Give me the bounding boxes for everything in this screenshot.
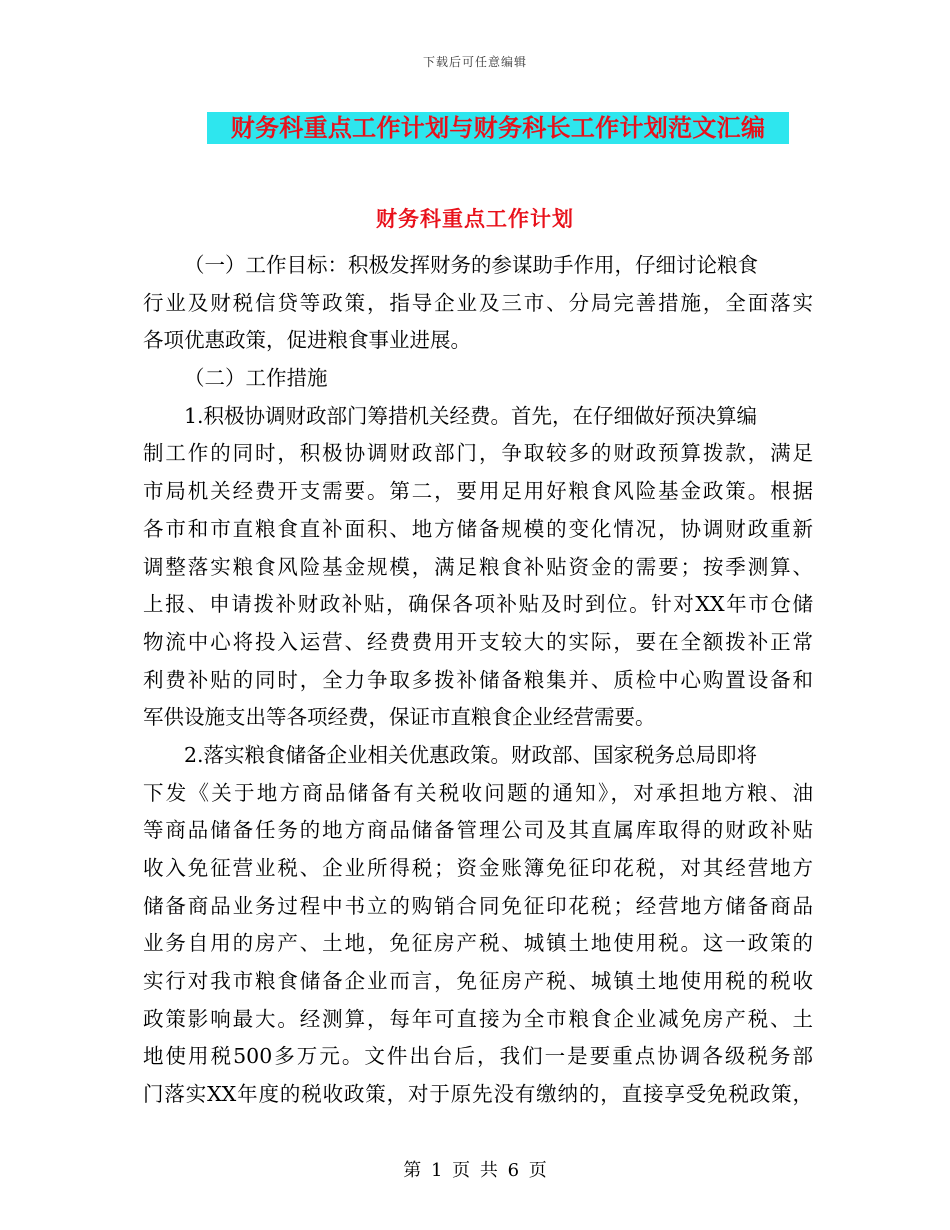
paragraph-line: 实行对我市粮食储备企业而言，免征房产税、城镇土地使用税的税收 (143, 969, 813, 994)
paragraph-line: 收入免征营业税、企业所得税；资金账簿免征印花税，对其经营地方 (143, 856, 813, 880)
paragraph-line: 行业及财税信贷等政策，指导企业及三市、分局完善措施，全面落实 (143, 290, 813, 315)
header-note: 下载后可任意编辑 (422, 55, 527, 69)
paragraph-line: 军供设施支出等各项经费，保证市直粮食企业经营需要。 (143, 705, 656, 730)
paragraph-line: 各项优惠政策，促进粮食事业进展。 (143, 328, 471, 353)
paragraph-line: 等商品储备任务的地方商品储备管理公司及其直属库取得的财政补贴 (143, 818, 813, 843)
paragraph-line: 1.积极协调财政部门筹措机关经费。首先，在仔细做好预决算编 (184, 403, 758, 428)
paragraph-line: 地使用税500多万元。文件出台后，我们一是要重点协调各级税务部 (143, 1044, 813, 1069)
paragraph-line: 业务自用的房产、土地，免征房产税、城镇土地使用税。这一政策的 (143, 931, 813, 956)
paragraph-line: 2.落实粮食储备企业相关优惠政策。财政部、国家税务总局即将 (184, 742, 758, 767)
body-text (143, 247, 813, 1114)
paragraph-line: 市局机关经费开支需要。第二，要用足用好粮食风险基金政策。根据 (143, 479, 813, 504)
paragraph-line: 门落实XX年度的税收政策，对于原先没有缴纳的，直接享受免税政策， (143, 1082, 813, 1107)
paragraph-line: 各市和市直粮食直补面积、地方储备规模的变化情况，协调财政重新 (143, 516, 813, 541)
document-title: 财务科重点工作计划与财务科长工作计划范文汇编 (207, 112, 789, 144)
paragraph-line: 下发《关于地方商品储备有关税收问题的通知》，对承担地方粮、油 (143, 780, 813, 805)
paragraph-line: 利费补贴的同时，全力争取多拨补储备粮集并、质检中心购置设备和 (143, 667, 813, 692)
paragraph-line: （一）工作目标：积极发挥财务的参谋助手作用，仔细讨论粮食 (184, 253, 758, 277)
paragraph-line: 制工作的同时，积极协调财政部门，争取较多的财政预算拨款，满足 (143, 441, 813, 466)
page-number-footer: 第 1 页 共 6 页 (403, 1160, 547, 1181)
section-heading: 财务科重点工作计划 (376, 207, 574, 231)
paragraph-line: 物流中心将投入运营、经费费用开支较大的实际，要在全额拨补正常 (143, 629, 813, 654)
paragraph-line: 上报、申请拨补财政补贴，确保各项补贴及时到位。针对XX年市仓储 (143, 592, 813, 617)
paragraph-line: 调整落实粮食风险基金规模，满足粮食补贴资金的需要；按季测算、 (143, 554, 813, 579)
paragraph-line: （二）工作措施 (184, 366, 328, 391)
paragraph-line: 储备商品业务过程中书立的购销合同免征印花税；经营地方储备商品 (143, 893, 813, 918)
paragraph-line: 政策影响最大。经测算，每年可直接为全市粮食企业减免房产税、土 (143, 1006, 813, 1031)
